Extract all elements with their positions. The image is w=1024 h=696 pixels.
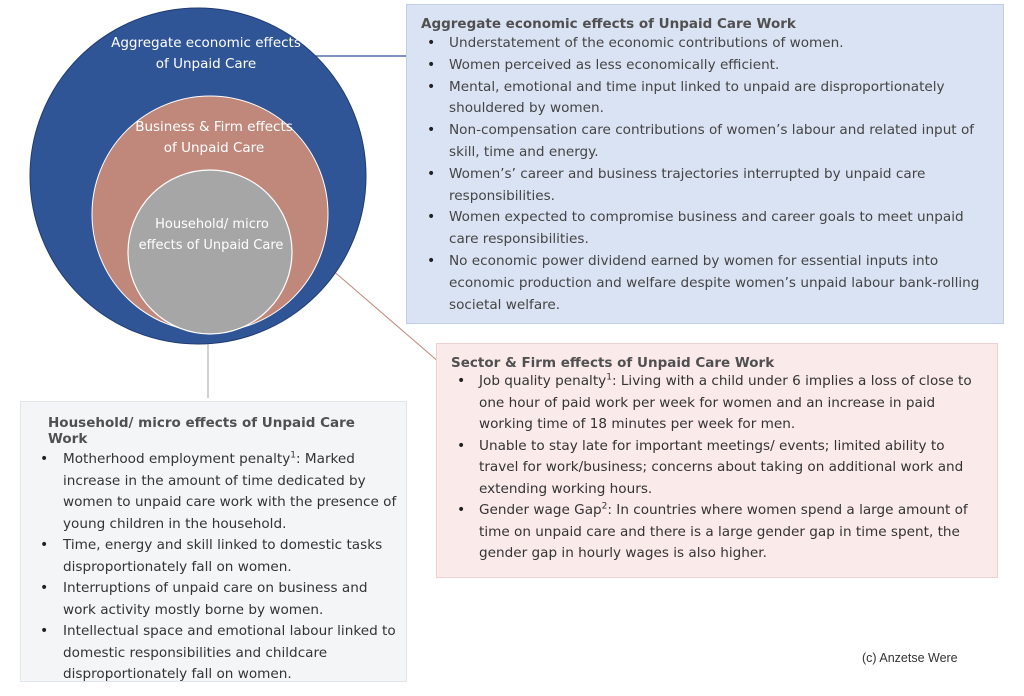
household-panel-title: Household/ micro effects of Unpaid Care Work: [48, 415, 355, 447]
sector-firm-effects-panel: [436, 343, 998, 578]
household-item: [34, 578, 398, 621]
aggregate-item: • Women’s’ career and business trajectories interrupted by unpaid care responsibilities.: [421, 164, 991, 208]
inner-circle-label-line2: effects of Unpaid Care: [138, 238, 284, 253]
sector-item-text: : Living with a child under 6 implies a loss of close to one hour of paid work per week for women and an increase in paid working time of 18 minutes per week for men.: [479, 373, 972, 432]
aggregate-item: • Mental, emotional and time input linked to unpaid are disproportionately shouldered by women.: [421, 77, 991, 121]
household-effects-list: [34, 449, 398, 686]
outer-circle-label-line2: of Unpaid Care: [155, 56, 257, 72]
middle-circle-label-line2: of Unpaid Care: [163, 140, 265, 156]
household-item-lead: Motherhood employment penalty: [63, 451, 291, 467]
footnote-marker: 2: [601, 501, 608, 512]
aggregate-panel-title: Aggregate economic effects of Unpaid Care Work: [421, 16, 796, 32]
aggregate-item: • No economic power dividend earned by women for essential inputs into economic production and welfare despite women’s unpaid labour bank-rolling societal welfare.: [421, 251, 991, 316]
sector-item: [451, 436, 987, 501]
sector-item-lead: Unable to stay late for important meetings/ events; limited ability to travel for work/business; concerns about taking on additional work and extending working hours.: [479, 437, 964, 497]
footnote-marker: 1: [290, 450, 296, 461]
footnote-marker: 1: [606, 372, 612, 383]
household-item: [34, 449, 398, 535]
copyright-credit: (c) Anzetse Were: [862, 651, 958, 665]
sector-item: [451, 500, 987, 565]
middle-circle-label-line1: Business & Firm effects: [135, 119, 293, 135]
aggregate-item: • Women perceived as less economically efficient.: [421, 55, 991, 77]
sector-item-lead: Job quality penalty: [479, 373, 607, 389]
inner-circle-label-line1: Household/ micro: [155, 217, 269, 232]
outer-circle-label-line1: Aggregate economic effects: [111, 35, 301, 51]
sector-panel-title: Sector & Firm effects of Unpaid Care Work: [451, 355, 775, 371]
household-item: [34, 621, 398, 686]
household-item-lead: Intellectual space and emotional labour linked to domestic responsibilities and childcare disproportionately fall on women.: [63, 623, 396, 682]
sector-item: [451, 371, 987, 436]
household-item-text: : Marked increase in the amount of time dedicated by women to unpaid care work with the presence of young children in the household.: [63, 451, 397, 532]
aggregate-effects-panel: [406, 4, 1004, 324]
household-item: [34, 535, 398, 578]
sector-effects-list: [451, 371, 987, 565]
aggregate-item: • Women expected to compromise business and career goals to meet unpaid care responsibilities.: [421, 207, 991, 251]
sector-item-lead: Gender wage Gap: [479, 502, 602, 518]
household-micro-effects-panel: [20, 401, 407, 682]
aggregate-effects-list: [421, 33, 991, 316]
sector-item-text: : In countries where women spend a large amount of time on unpaid care and there is a large gender gap in time spent, the gender gap in hourly wages is also higher.: [479, 502, 968, 561]
household-item-lead: Interruptions of unpaid care on business and work activity mostly borne by women.: [63, 580, 368, 618]
aggregate-item: • Non-compensation care contributions of women’s labour and related input of skill, time and energy.: [421, 120, 991, 164]
aggregate-item: • Understatement of the economic contributions of women.: [421, 33, 991, 55]
household-item-lead: Time, energy and skill linked to domestic tasks disproportionately fall on women.: [63, 537, 383, 575]
